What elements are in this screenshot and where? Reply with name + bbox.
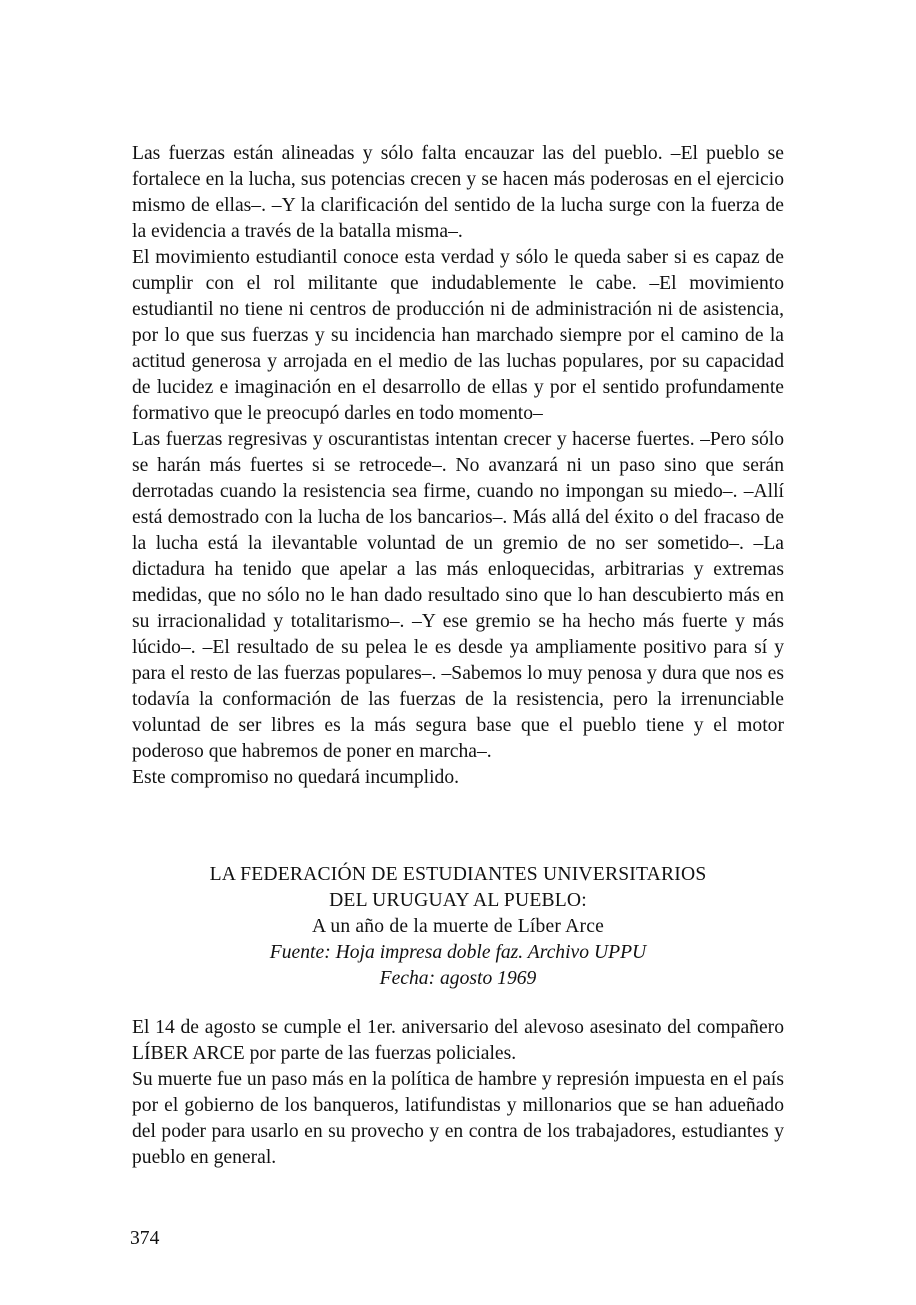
heading-title-line1: LA FEDERACIÓN DE ESTUDIANTES UNIVERSITARIOS xyxy=(209,864,707,885)
page-number: 374 xyxy=(130,1228,160,1249)
body-text-bottom xyxy=(132,1015,784,1171)
paragraph: Su muerte fue un paso más en la política de hambre y represión impuesta en el país por el gobierno de los banqueros, latifundistas y millonarios que se han adueñado del poder para usarlo en su provecho y en contra de los trabajadores, estudiantes y pueblo en general. xyxy=(132,1069,784,1168)
heading-subtitle: A un año de la muerte de Líber Arce xyxy=(311,916,605,937)
paragraph: El movimiento estudiantil conoce esta verdad y sólo le queda saber si es capaz de cumplir con el rol militante que indudablemente le cabe. –El movimiento estudiantil no tiene ni centros de producción ni de administración ni de asistencia, por lo que sus fuerzas y su incidencia han marchado siempre por el camino de la actitud generosa y arrojada en el medio de las luchas populares, por su capacidad de lucidez e imaginación en el desarrollo de ellas y por el sentido profundamente formativo que le preocupó darles en todo momento– xyxy=(132,247,784,424)
paragraph: Las fuerzas regresivas y oscurantistas intentan crecer y hacerse fuertes. –Pero sólo se harán más fuertes si se retrocede–. No avanzará ni un paso sino que serán derrotadas cuando la resistencia sea firme, cuando no impongan su miedo–. –Allí está demostrado con la lucha de los bancarios–. Más allá del éxito o del fracaso de la lucha está la ilevantable voluntad de un gremio de no ser sometido–. –La dictadura ha tenido que apelar a las más enloquecidas, arbitrarias y extremas medidas, que no sólo no le han dado resultado sino que lo han descubierto más en su irracionalidad y totalitarismo–. –Y ese gremio se ha hecho más fuerte y más lúcido–. –El resultado de su pelea le es desde ya ampliamente positivo para sí y para el resto de las fuerzas populares–. –Sabemos lo muy penosa y dura que nos es todavía la conformación de las fuerzas de la resistencia, pero la irrenunciable voluntad de ser libres es la más segura base que el pueblo tiene y el motor poderoso que habremos de poner en marcha–. xyxy=(132,429,784,762)
heading-date: Fecha: agosto 1969 xyxy=(379,968,537,989)
paragraph: El 14 de agosto se cumple el 1er. aniversario del alevoso asesinato del compañero LÍBER ARCE por parte de las fuerzas policiales. xyxy=(132,1017,784,1064)
body-text-top xyxy=(132,141,784,791)
paragraph: Las fuerzas están alineadas y sólo falta encauzar las del pueblo. –El pueblo se fortalece en la lucha, sus potencias crecen y se hacen más poderosas en el ejercicio mismo de ellas–. –Y la clarificación del sentido de la lucha surge con la fuerza de la evidencia a través de la batalla misma–. xyxy=(132,143,784,242)
paragraph: Este compromiso no quedará incumplido. xyxy=(132,767,460,788)
section-heading xyxy=(132,862,784,992)
heading-title-line2: DEL URUGUAY AL PUEBLO: xyxy=(329,890,587,911)
heading-source: Fuente: Hoja impresa doble faz. Archivo UPPU xyxy=(269,942,647,963)
